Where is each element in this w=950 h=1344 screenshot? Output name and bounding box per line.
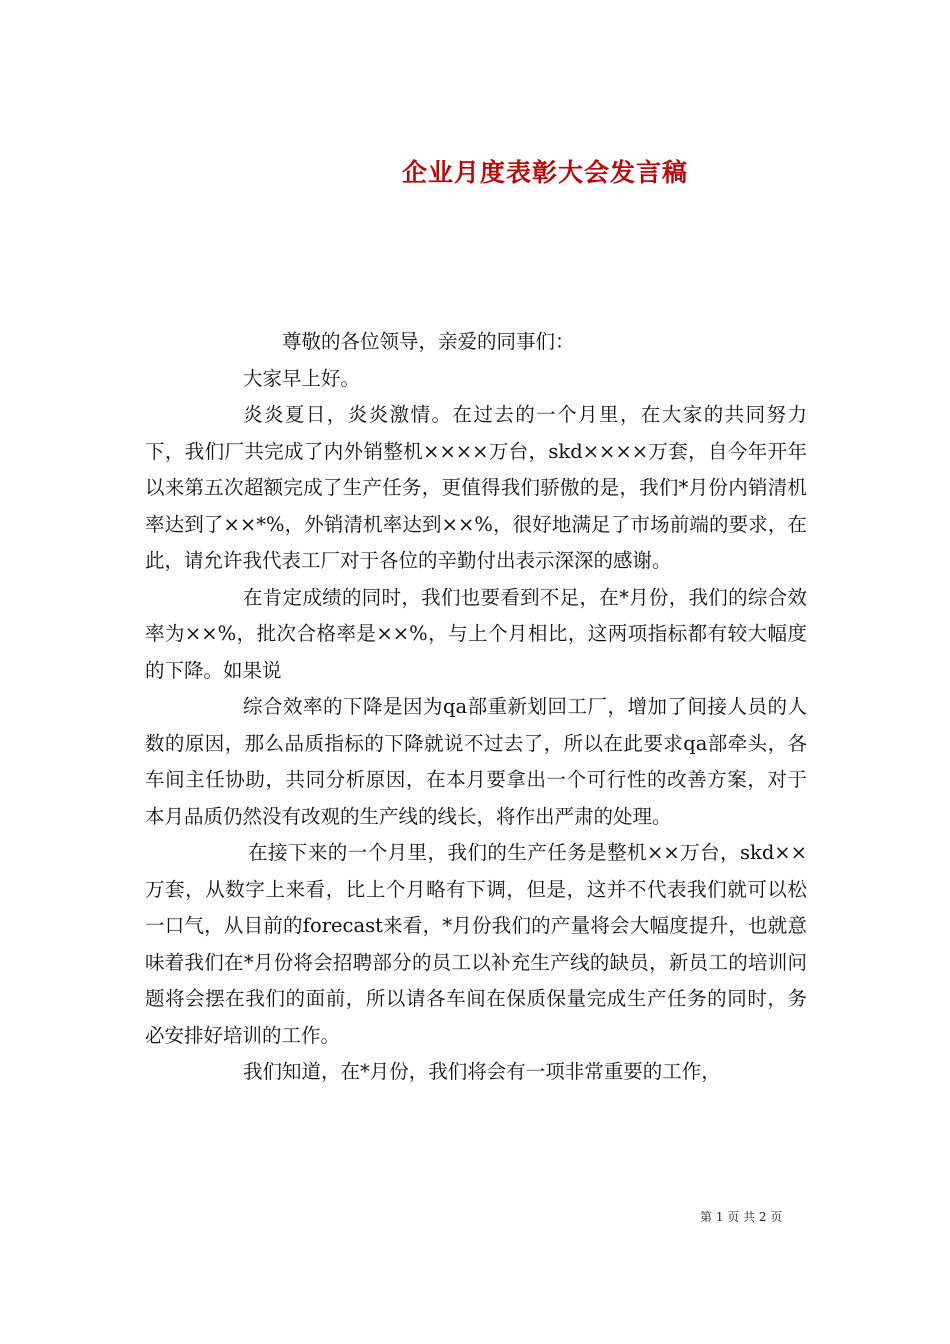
paragraph-4: 在接下来的一个月里，我们的生产任务是整机××万台，skd××万套，从数字上来看，比上个月略有下调，但是，这并不代表我们就可以松一口气，从目前的forecast来看，*月份我们的产量将会大幅度提升，也就意味着我们在*月份将会招聘部分的员工以补充生产线的缺员，新员工的培训问题将会摆在我们的面前，所以请各车间在保质保量完成生产任务的同时，务必安排好培训的工作。 — [145, 841, 807, 1047]
page-title: 企业月度表彰大会发言稿 — [401, 157, 688, 187]
paragraph-3: 综合效率的下降是因为qa部重新划回工厂，增加了间接人员的人数的原因，那么品质指标的下降就说不过去了，所以在此要求qa部牵头，各车间主任协助，共同分析原因，在本月要拿出一个可行性的改善方案，对于本月品质仍然没有改观的生产线的线长，将作出严肃的处理。 — [145, 695, 807, 828]
page-number-footer: 第 1 页 共 2 页 — [700, 1210, 783, 1224]
paragraph-1: 炎炎夏日，炎炎激情。在过去的一个月里，在大家的共同努力下，我们厂共完成了内外销整机××××万台，skd××××万套，自今年开年以来第五次超额完成了生产任务，更值得我们骄傲的是，我们*月份内销清机率达到了××*%，外销清机率达到××%，很好地满足了市场前端的要求，在此，请允许我代表工厂对于各位的辛勤付出表示深深的感谢。 — [145, 403, 807, 572]
paragraph-2: 在肯定成绩的同时，我们也要看到不足，在*月份，我们的综合效率为××%，批次合格率是××%，与上个月相比，这两项指标都有较大幅度的下降。如果说 — [145, 585, 807, 682]
document-body — [145, 324, 807, 1091]
greeting: 大家早上好。 — [243, 366, 361, 390]
salutation: 尊敬的各位领导，亲爱的同事们： — [282, 330, 575, 353]
paragraph-5: 我们知道，在*月份，我们将会有一项非常重要的工作， — [243, 1060, 721, 1083]
